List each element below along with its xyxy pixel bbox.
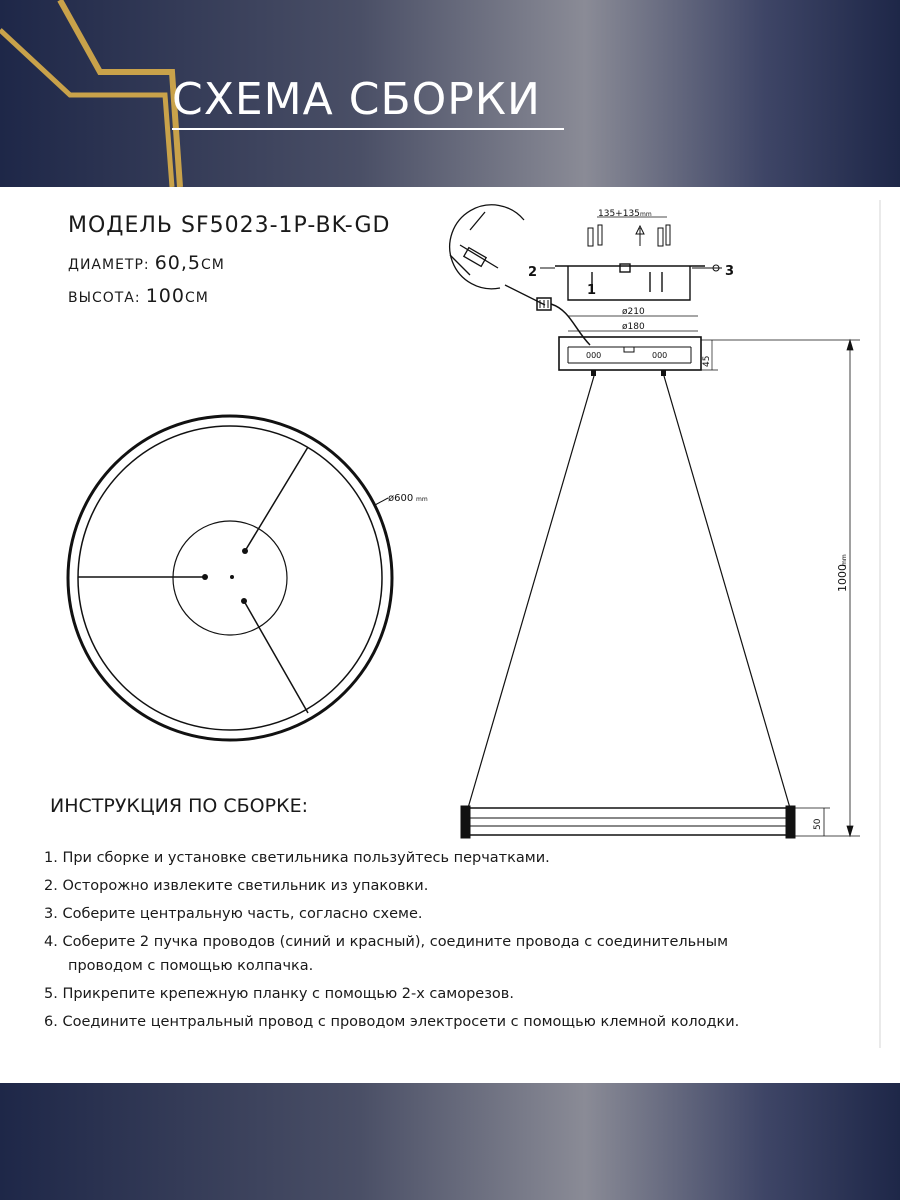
- canopy-height-label: 45: [702, 355, 712, 367]
- model-label: МОДЕЛЬ SF5023-1P-BK-GD: [68, 213, 391, 238]
- ring-height-label: 50: [813, 818, 823, 830]
- canopy-marks-left: 000: [586, 351, 602, 360]
- step-3-label: 3: [725, 264, 735, 279]
- instruction-step-3: 3. Соберите центральную часть, согласно схеме.: [44, 906, 423, 922]
- canopy-outer-diameter: ø210: [622, 307, 645, 317]
- cable-clamps: [591, 370, 666, 376]
- instruction-step-4: [44, 930, 874, 978]
- instruction-step-2: 2. Осторожно извлеките светильник из упаковки.: [44, 878, 429, 894]
- gold-frame-decoration: [0, 0, 200, 187]
- diameter-unit: СМ: [201, 257, 225, 273]
- canopy-marks-right: 000: [652, 351, 668, 360]
- wire-connector: [537, 298, 551, 310]
- step-2-label: 2: [528, 265, 538, 280]
- canopy: [559, 337, 701, 370]
- total-height-unit: mm: [841, 554, 848, 566]
- diameter-value: 60,5: [154, 252, 202, 274]
- instructions-list: [44, 846, 874, 1038]
- title-underline: [172, 128, 564, 130]
- height-label: ВЫСОТА:: [68, 290, 141, 306]
- height-value: 100: [145, 285, 185, 307]
- instruction-step-4-line-1: 4. Соберите 2 пучка проводов (синий и красный), соедините провода с соединительным: [44, 934, 729, 950]
- ring-top-view: [68, 416, 392, 740]
- header-band: [0, 0, 900, 187]
- ring-diameter-label: ø600: [388, 493, 414, 504]
- canopy-inner-diameter: ø180: [622, 322, 645, 332]
- canopy-holes: [202, 548, 248, 604]
- instruction-step-1: 1. При сборке и установке светильника пользуйтесь перчатками.: [44, 850, 550, 866]
- instruction-step-6: 6. Соедините центральный провод с проводом электросети с помощью клемной колодки.: [44, 1014, 740, 1030]
- screw-spacing-label: 135+135: [598, 209, 640, 219]
- ring-diameter-unit: mm: [416, 496, 428, 503]
- page-title: СХЕМА СБОРКИ: [172, 74, 541, 125]
- diameter-label: ДИАМЕТР:: [68, 257, 150, 273]
- instruction-step-5: 5. Прикрепите крепежную планку с помощью 2-х саморезов.: [44, 986, 514, 1002]
- total-height-dimension: [793, 340, 860, 836]
- mounting-plate: [555, 264, 705, 300]
- wiring-detail-zoom: [450, 205, 545, 305]
- ring-side-view: [461, 806, 795, 838]
- step-1-label: 1: [587, 283, 597, 298]
- instructions-heading: ИНСТРУКЦИЯ ПО СБОРКЕ:: [50, 795, 308, 817]
- height-unit: СМ: [184, 290, 209, 306]
- side-suspension-cables: [468, 376, 790, 808]
- total-height-label: 1000: [836, 564, 849, 592]
- screw-spacing-unit: mm: [640, 211, 652, 218]
- instruction-step-4-line-2: проводом с помощью колпачка.: [68, 958, 314, 974]
- ring-suspension-cables: [78, 447, 308, 713]
- mounting-screws: [588, 225, 670, 246]
- footer-band: [0, 1083, 900, 1200]
